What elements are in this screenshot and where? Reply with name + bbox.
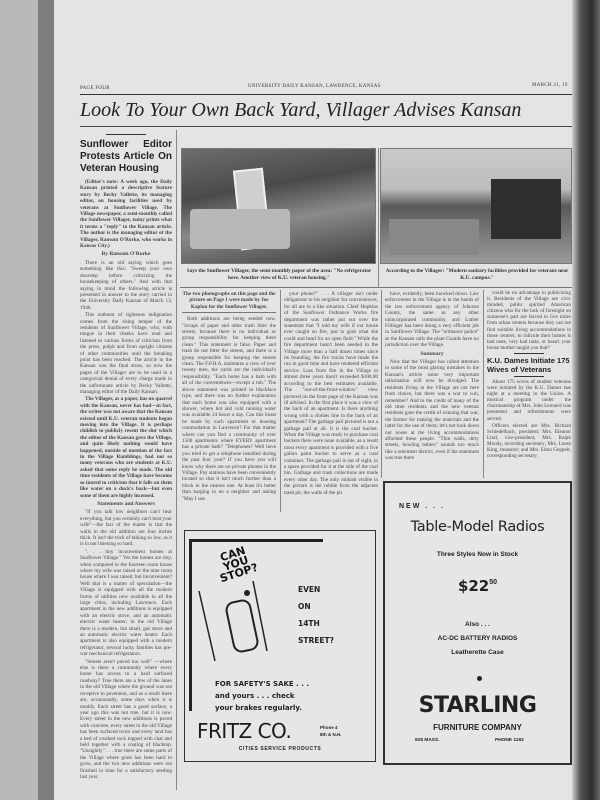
lead-article [80,134,172,784]
ad-price [385,577,570,596]
photo-caption: Says the Sunflower Villager, the semi-monthly paper of the area: "No refrigerator here. Another view of K.U. veteran housing." [186,268,372,281]
bullet-dot-icon [477,676,482,681]
car-illustration-icon [195,571,275,671]
lead-subhead: Sunflower Editor Protests Article On Veteran Housing [80,139,172,174]
paragraph: ". . . tiny inconvenient homes at Sunflower Village." Yes the homes are tiny, when compared to the fourteen room house where my wife was raised or the nine room house where I was raised, but inconvenient? Well that is a matter of speculation—the Village is equipped with all the modern forms of utilities now available in all the large cities, including Lawrence. Each apartment in the new additions is equipped with an electric stove, and an automatic electric water heater; in the old Village there is a modern, but small, gas stove and an automatic electric water heater. Each apartment is also equipped with a modern refrigerator, several lucky families has pre-war mechanical refrigerators. [80,548,172,658]
price-dollars: $22 [457,577,490,595]
fritz-footer: CITIES SERVICE PRODUCTS [238,746,322,752]
section-head: Statements and Answers [97,500,155,507]
headline-rule [80,126,572,127]
paragraph: Officers elected are Mrs. Richard Schiedelbach, president; Mrs. Eleanor Lind, vice-president; Mrs. Ralph Moody, recording secretary; Mrs. Loren King, treasurer; and Mrs. Elmo Geppelt, corresponding secretary. [487,422,571,460]
slogan-line: and yours . . . check [215,692,295,700]
starling-company-sub: FURNITURE COMPANY [433,723,522,732]
price-cents: 50 [489,579,498,586]
starling-address: 928 MASS. [415,738,440,743]
column-rule [280,290,281,512]
photo-credit: The two photographs on this page and the picture on Page 1 were made by Joe Kaplan for the Sunflower Villager. [182,291,276,313]
divider [514,353,544,354]
ad-line: 14TH [298,619,320,628]
paragraph: have, evidently, been knocked down. Law enforcement in the Village is in the hands of the law enforcement agency of Johnson County, the same as any other unincorporated community, and Luther Fillinger has been doing a very efficient job in Sunflower Village. The "ordnance police" as the Kansan calls the plant Guards have no jurisdiction over the Village. [385,291,479,349]
column-rule [378,148,379,288]
fritz-contact [320,724,342,738]
can-you-stop-sign: CAN YOU STOP? [218,543,260,586]
ad-also-detail: Leatherette Case [451,649,504,656]
paragraph: This outburst of righteous indignation comes from the rising temper of the residents of Sunflower Village, who, with tongue in their cheeks have read and listened to various forms of criticism from the press, pulpit and from upright citizens of other communities until the breaking point has been reached. The article in the Kansan was the final straw, so now the pages of the Villager are to be used in a categorical denial of every charge made in the unfortunate article by Becky Vallette, managing editor of the Daily Kansan. [80,312,172,395]
ad-kicker: NEW . . . [399,503,445,510]
issue-date: MARCH 21, 19 [532,83,568,88]
ad-also-block [385,618,570,660]
caption-rule [180,287,572,288]
fritz-phone: Phone 4 [320,725,338,730]
continued-column [385,291,479,477]
photo-sanitary-facilities [380,148,572,264]
shed-shape [491,179,561,239]
paragraph: "Streets aren't paved too well" —where else is there a community where every home has access to a hard surfaced roadway? True there are a few of the lanes in the old Village where the ground was not receptive to pavement, and as a result there are, occasionally, some days when it is muddy. Each street has a good surface, a year ago this was not true, but it is now. Every street in the new additions is paved with concrete, every street in the old Village has been surfaced twice and every land has a bed of crushed rock topped with chat and held together with a coating of blacktop. "Unsightly" . . . true there are some parts of the Village where grass has been hard to grow, and the two new additions were not finished in time for a satisfactory seeding last year. [80,658,172,780]
paragraph: There is an old saying which goes something like this: "Sweep your own doorstep before criticizing the housekeeping of others." And with that saying in mind the following article is presented in answer to the story carried in the University Daily Kansan of March 13, 1946. [80,259,172,311]
torn-page-edge [572,0,600,800]
ad-title: Table-Model Radios [410,519,545,535]
fritz-address: 8th & N.H. [320,732,342,737]
scan-binding-edge [38,0,54,800]
ad-border-top [189,539,323,542]
dames-column [487,290,571,479]
subhead-rule [106,134,146,135]
slogan-line: FOR SAFETY'S SAKE . . . [215,680,310,688]
starling-radio-ad [383,481,572,765]
paragraph: Both additions are being seeded now. "Scraps of paper and other trash litter the streets, because there is no individual or group responsibility for keeping them clean." This statement is false. Paper and trash do not litter the streets, and there is a group responsible for keeping the streets clean. The F.P.H.A. maintains a crew of over twenty men, the yards are the individual's responsibility. "Each home has a bath with all of the conveniences—except a tub." The above statement was printed in blackface type, and there was no further explanation that each home was also equipped with a shower, where hot and cold running water was available 24 hours a day. Can this boast be made by each apartment or housing commodation in Lawrence? For that matter where can you find a community of over 1500 apartments where EVERY apartment has a private bath? "Telephones? Well have you tried to get a telephone installed during the past four year? If you have you will know why there are no private phones in the Village. Pay stations have been conveniently located so that it isn't much further than a block to the nearest one. At least it's better than barging in on a neighbor and asking "May I use [182,316,276,502]
summary-head: Summary [420,350,444,357]
ad-slogan [215,678,309,714]
trash-pile-shape [389,219,479,255]
ad-also-item: AC-DC BATTERY RADIOS [437,635,518,642]
paragraph: About 175 wives of student veterans were initiated by the K.U. Dames last night at a meeting in the Union. A musical program under the chairmanship of Mrs. John Leonard was presented and refreshments were served. [487,378,571,422]
starling-phone: PHONE 1192 [495,738,524,743]
slogan-line: your brakes regularly. [215,704,302,712]
paragraph: your phone?" . . . A villager isn't under obligations to his neighbor for conveniences, for all are in a like situation. Chief Hopkins of the Sunflower Ordnance Works fire department was rather put out over the statement that "I told my wife if our house ever caught on fire, just to grab what she could and head for an open field." While the fire department hasn't been needed in the Village more than a half dozen times since its founding, the fire trucks have made the run in good time and have rendered efficient service. Loss from fire in the Village in almost three years hasn't exceeded $100.00 according to the best estimates available. The "out-of-the-front-window" view pictured on the front page of the Kansan was ill advised. In the first place it was a view of the back of an apartment. Is there anything wrong with a clothes line in the back of an apartment? The garbage pail pictured is not a garbage pail at all. It is the coal bucket. When the Village was ready to purchase coal buckets there were none available, as a result most every apartment is provided with a five gallon paint bucket to serve as a coal container. The garbage pail is out of sight, in a space provided for it at the side of the coal bin. Garbage and trash collections are made every other day. The only rubbish visible in the picture is the rubble from the adjacent trash pit, the walls of the pit [284,291,378,496]
photo-caption: According to the Villager: "Modern sanitary facilities provided for veterans near K.U. campus." [385,268,569,281]
editor-note: (Editor's note: A week ago, the Daily Kansan printed a descriptive feature story by Becky Vallette, its managing editor, on housing facilities used by veterans at Sunflower Village. The Village newspaper, a semi-monthly called the Sunflower Villager, today prints what it terms a "reply" to the Kansan article. The author is the managing editor of the Villager, Ransom O'Rorke, who works in Kansas City.) [80,179,172,250]
paragraph: Now that the Villager has called attention to some of the most glaring mistakes in the Kansan's article some very important information will now be divulged. The residents living in the Village are not here from choice, but there was a war to win, remember? And to the credit of many of the old time residents and the new veteran residents goes the credit of winning that war, the former for making the materials and the latter for the use of them; let's not look down our noses at the living accommodations afforded these people. "Thin walls, dirty streets, howling babies" sounds too much like a tenement district, even if the statement was true there [385,359,479,462]
column-rule [176,130,177,790]
starling-company-name: STARLING [418,693,537,718]
column-rule [483,290,484,478]
column-rule [381,290,382,478]
ad-line: EVEN [298,585,321,594]
ad-also: Also . . . [465,621,490,628]
header-rule [80,94,572,95]
paper-name: UNIVERSITY DAILY KANSAN, LAWRENCE, KANSAS [248,84,381,89]
page-label: PAGE FOUR [80,86,110,91]
scan-background [0,0,40,800]
ad-border-left [189,539,192,711]
ad-line: ON [298,602,311,611]
divider [514,376,544,377]
continued-column [284,291,378,511]
paragraph: The Villager, as a paper, has no quarrel with the Kansan, never has had—in fact, the writer was not aware that the Kansan existed until K.U. veteran students began moving into the Village. It is perhaps childish to publicly resent the slur which the editor of the Kansan gave the Village, and quite likely nothing would have happened, outside of mention of the fact in the Village Ramblings, had not so many veterans who are students at K.U. asked that some reply be made. The old time residents of the Village have become so inured to criticism that it falls on them like water on a duck's back—but even some of them are highly incensed. [80,396,172,499]
fritz-company-name: FRITZ CO. [197,719,292,743]
byline: By Ransom O'Rorke [101,251,151,258]
tub-shape [190,209,290,249]
continued-column [182,291,276,511]
paragraph: "If you talk low neighbors can't hear everything, but you certainly can't beat your wife"—the fact of the matter is that the walls in the old addition are four inches thick. It isn't the trick of talking so low, as it is in not listening so hard. [80,509,172,548]
ad-question [298,581,334,649]
page-headline: Look To Your Own Back Yard, Villager Advises Kansan [80,99,522,121]
paragraph: could be no advantage in publicizing it. Residents of the Village are civic minded, public spirited American citizens who for the lack of foresight on someone's part are forced to live miles from urban centers because they can not find suitable living accommodations in those centers; to ridicule their homes is bad taste, very bad taste, or hasn't your house mother taught you that? [487,290,571,351]
dames-headline: K.U. Dames Initiate 175 Wives of Veterans [487,355,570,374]
fritz-co-ad [184,530,376,762]
ad-line: STREET? [298,636,335,645]
ad-subtitle: Three Styles Now in Stock [436,551,519,558]
photo-refrigerator [181,148,376,264]
